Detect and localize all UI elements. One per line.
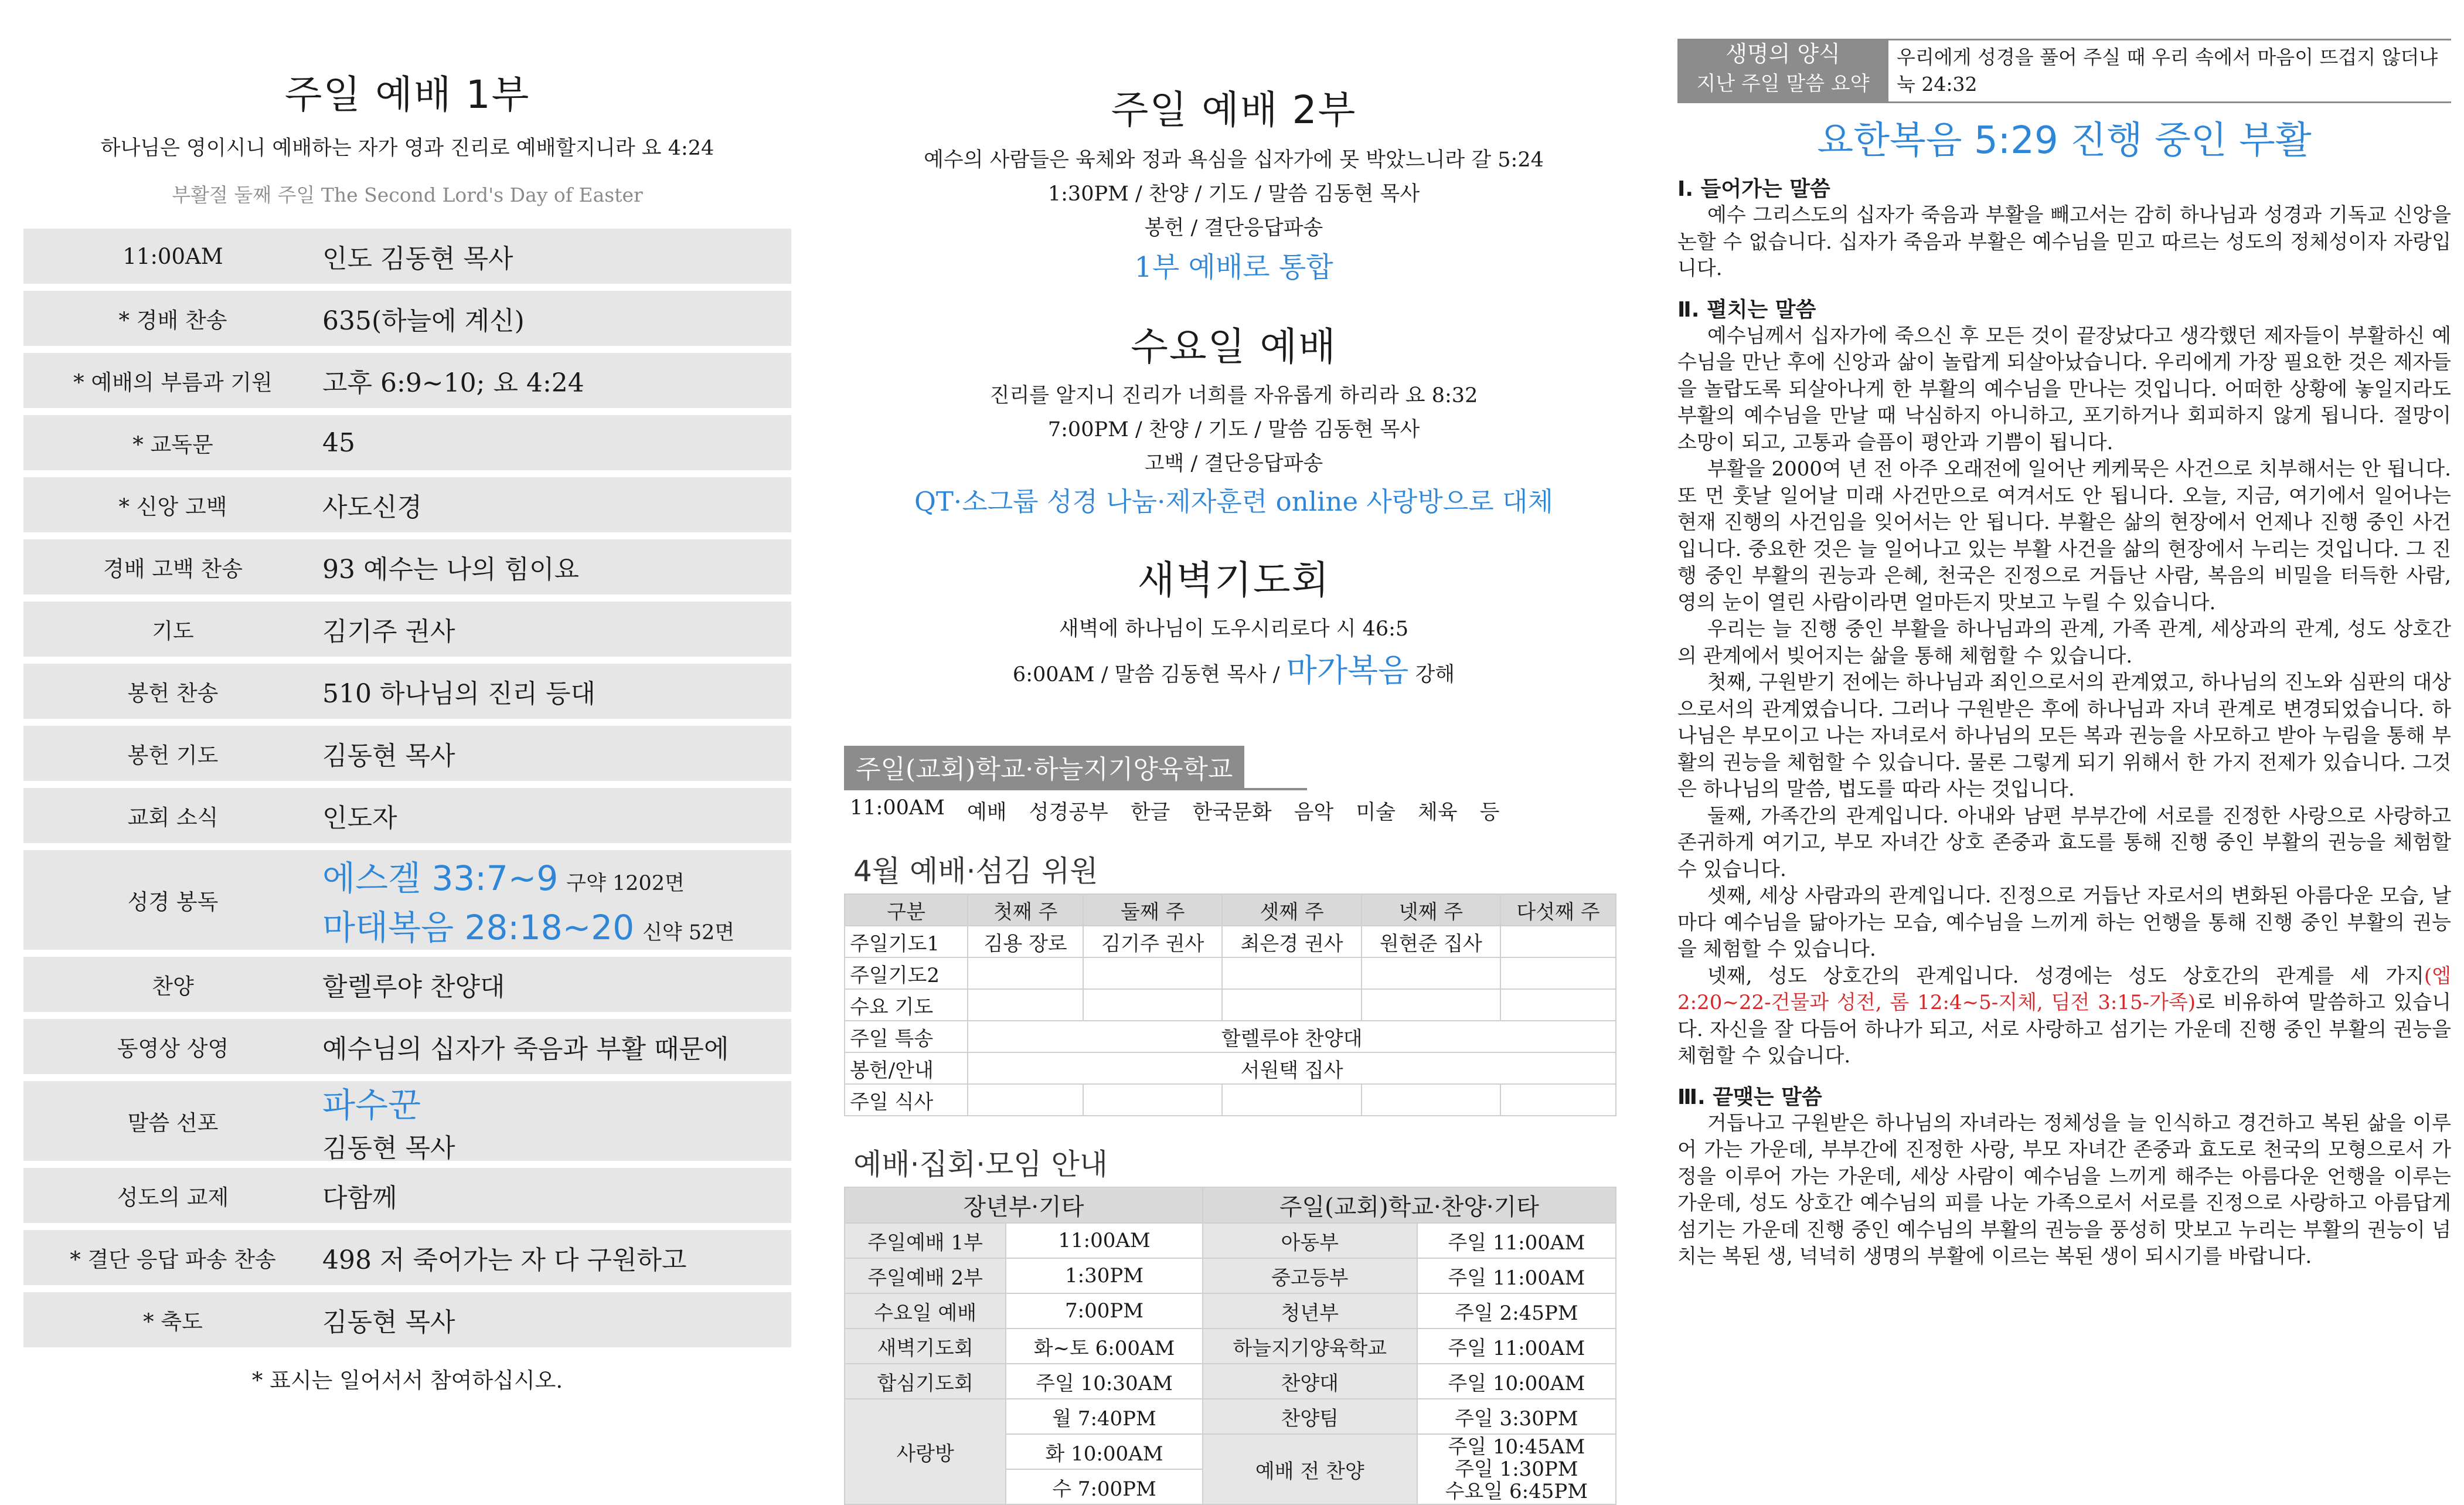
- table-row: 수 7:00PM: [845, 1469, 1616, 1504]
- table-row: 합심기도회 주일 10:30AM 찬양대 주일 10:00AM: [845, 1364, 1616, 1399]
- table-row: 봉헌/안내 서원택 집사: [845, 1052, 1616, 1084]
- wednesday-notice: QT·소그룹 성경 나눔·제자훈련 online 사랑방으로 대체: [914, 486, 1553, 517]
- summary-title: 요한복음 5:29 진행 중인 부활: [1817, 119, 2312, 162]
- service2-notice: 1부 예배로 통합: [1134, 251, 1333, 284]
- order-row: 동영상 상영 예수님의 십자가 죽음과 부활 때문에: [23, 1019, 791, 1074]
- paragraph: 우리는 늘 진행 중인 부활을 하나님과의 관계, 가족 관계, 세상과의 관계, 성도 상호간의 관계에서 빚어지는 삶을 통해 체험할 수 있습니다.: [1677, 617, 2451, 668]
- summary-verse: 우리에게 성경을 풀어 주실 때 우리 속에서 마음이 뜨겁지 않더냐 눅 24:32: [1888, 39, 2451, 103]
- table-row: 주일기도1 김용 장로 김기주 권사 최은경 권사 원현준 집사: [845, 926, 1616, 957]
- reading-ref-2: 마태복음 28:18~20: [322, 908, 635, 947]
- table-row: 주일예배 2부 1:30PM 중고등부 주일 11:00AM: [845, 1258, 1616, 1293]
- paragraph: 예수님께서 십자가에 죽으신 후 모든 것이 끝장났다고 생각했던 제자들이 부활하신 예수님을 만난 후에 신앙과 삶이 놀랍게 되살아났습니다. 우리에게 가장 필요한 것은 제자들을 놀랍도록 되살아나게 한 부활의 예수님을 만나는 것입니다. 어떠한 상황에 놓일지라도 부활의 예수님을 만날 때 낙심하지 아니하고, 포기하거나 회피하지 않게 됩니다. 절망이 소망이 되고, 고통과 슬픔이 평안과 기쁨이 됩니다.: [1677, 324, 2451, 454]
- dawn-title: 새벽기도회: [1137, 558, 1330, 603]
- order-row: 경배 고백 찬송 93 예수는 나의 힘이요: [23, 539, 791, 594]
- service1-verse: 하나님은 영이시니 예배하는 자가 영과 진리로 예배할지니라 요 4:24: [100, 137, 714, 160]
- service2-title: 주일 예배 2부: [1111, 87, 1357, 133]
- sermon-row: 말씀 선포 파수꾼 김동현 목사: [23, 1081, 791, 1161]
- section-heading: Ⅲ. 끝맺는 말씀: [1677, 1085, 1822, 1109]
- summary-header: [1677, 39, 2451, 103]
- order-row: 성도의 교제 다함께: [23, 1168, 791, 1223]
- paragraph: 거듭나고 구원받은 하나님의 자녀라는 정체성을 늘 인식하고 경건하고 복된 삶을 이루어 가는 가운데, 부부간에 진정한 사랑, 부모 자녀간 존중과 효도로 천국의 모형으로서 가정을 이루어 가는 가운데, 세상 사람이 예수님을 느끼게 해주는 아름다운 언행을 이루는 가운데, 성도 상호간 예수님의 피를 나눈 가족으로서 서로를 진정으로 사랑하고 아름답게 섬기는 가운데 진행 중인 예수님의 부활의 권능을 풍성히 맛보고 누리는 부활의 권능이 넘치는 복된 생, 넉넉히 생명의 부활에 이르는 복된 생이 되시기를 바랍니다.: [1677, 1111, 2451, 1268]
- order-row: * 예배의 부름과 기원 고후 6:9~10; 요 4:24: [23, 353, 791, 408]
- table-row: 주일 특송 할렐루야 찬양대: [845, 1021, 1616, 1052]
- order-row: * 결단 응답 파송 찬송 498 저 죽어가는 자 다 구원하고: [23, 1230, 791, 1285]
- dawn-book: 마가복음: [1286, 652, 1409, 689]
- order-of-service-column: [23, 0, 791, 1394]
- order-row: 봉헌 기도 김동현 목사: [23, 726, 791, 781]
- wednesday-title: 수요일 예배: [1131, 324, 1337, 369]
- section-heading: Ⅰ. 들어가는 말씀: [1677, 177, 1830, 201]
- schedule-column: 주일 예배 2부 예수의 사람들은 육체와 정과 욕심을 십자가에 못 박았느니라 갈 5:24 1:30PM / 찬양 / 기도 / 말씀 김동현 목사 봉헌 / 결단응답파송 1부 예배로 통합 수요일 예배 진리를 알지니 진리가 너희를 자유롭게 하리라 요 8:32 7:00PM / 찬양 / 기도 / 말씀 김동현 목사 고백 / 결단응답파송 QT·소그룹 성경 나눔·제자훈련 online 사랑방으로 대체 새벽기도회 새벽에 하나님이 도우시리로다 시 46:5 6:00AM / 말씀 김동현 목사 / 마가복음 강해 주일(교회)학교·하늘지기양육학교 11:00AM 예배 성경공부 한글 한국문화 음악 미술 체육 등 4월 예배·섬김 위원 구분 첫째 주 둘째 주 셋째 주 넷째 주 다섯째 주 주일기도1 김용 장로 김기주 권사 최은경 권사 원현준 집사 주일기도2 수요 기도 주일 특송 할렐루야 찬양대 봉헌/안내 서원택 집사 주일 식사 예배·집회·모임 안내 장년부·기타 주일(교회)학교·찬양·기타 주일예배 1부 11:00AM 아동부 주일 11:00AM 주일예배 2부 1:30PM 중고등부 주일 11:00AM 수요일 예배 7:00PM 청년부 주일 2:45PM 새벽기도회 화~토 6:00AM 하늘지기양육학교 주일 11:00AM 합심기도회 주일 10:30AM 찬양대 주일 10:00AM 사랑방 월 7:40PM 찬양팀 주일 3:30PM 예배 전 찬양 주일 10:45AM 주일 1:30PM 수요일 6:45PM 화 10:00AM 수 7:00PM: [844, 0, 1624, 1505]
- standing-note: * 표시는 일어서서 참여하십시오.: [251, 1368, 563, 1393]
- meetings-table: 장년부·기타 주일(교회)학교·찬양·기타 주일예배 1부 11:00AM 아동부 주일 11:00AM 주일예배 2부 1:30PM 중고등부 주일 11:00AM 수요일 예배 7:00PM 청년부 주일 2:45PM 새벽기도회 화~토 6:00AM 하늘지기양육학교 주일 11:00AM 합심기도회 주일 10:30AM 찬양대 주일 10:00AM 사랑방 월 7:40PM 찬양팀 주일 3:30PM 예배 전 찬양 주일 10:45AM 주일 1:30PM 수요일 6:45PM 화 10:00AM 수 7:00PM: [844, 1187, 1616, 1505]
- order-row: 찬양 할렐루야 찬양대: [23, 957, 791, 1012]
- school-band: 주일(교회)학교·하늘지기양육학교: [844, 746, 1307, 790]
- order-row: * 신앙 고백 사도신경: [23, 477, 791, 532]
- table-row: 주일기도2: [845, 957, 1616, 989]
- order-row: * 축도 김동현 목사: [23, 1292, 791, 1347]
- preacher: 김동현 목사: [322, 1133, 455, 1163]
- school-items: 11:00AM 예배 성경공부 한글 한국문화 음악 미술 체육 등: [850, 796, 1500, 824]
- paragraph: 넷째, 성도 상호간의 관계입니다. 성경에는 성도 상호간의 관계를 세 가지(엡 2:20~22-건물과 성전, 롬 12:4~5-지체, 딤전 3:15-가족)로 비유하여 말씀하고 있습니다. 자신을 잘 다듬어 하나가 되고, 서로 사랑하고 섬기는 가운데 진행 중인 부활의 권능을 체험할 수 있습니다.: [1677, 964, 2451, 1068]
- paragraph: 셋째, 세상 사람과의 관계입니다. 진정으로 거듭난 자로서의 변화된 아름다운 모습, 날마다 예수님을 닮아가는 모습, 예수님을 느끼게 하는 언행을 통해 진행 중인 부활의 권능을 체험할 수 있습니다.: [1677, 884, 2451, 961]
- table-row: 주일 식사: [845, 1084, 1616, 1116]
- section-heading: Ⅱ. 펼치는 말씀: [1677, 297, 1816, 322]
- order-row: 11:00AM 인도 김동현 목사: [23, 229, 791, 284]
- order-row: * 교독문 45: [23, 415, 791, 470]
- paragraph: 예수 그리스도의 십자가 죽음과 부활을 빼고서는 감히 하나님과 성경과 기독교 신앙을 논할 수 없습니다. 십자가 죽음과 부활은 예수님을 믿고 따르는 성도의 정체성이자 자랑입니다.: [1677, 203, 2451, 280]
- table-row: 화 10:00AM: [845, 1434, 1616, 1469]
- order-list: [23, 229, 791, 1347]
- committee-title: 4월 예배·섬김 위원: [853, 854, 1098, 888]
- reading-ref-1: 에스겔 33:7~9: [322, 858, 559, 898]
- summary-label-box: 생명의 양식 지난 주일 말씀 요약: [1677, 39, 1888, 103]
- order-row: 봉헌 찬송 510 하나님의 진리 등대: [23, 664, 791, 719]
- service1-title: 주일 예배 1부: [284, 72, 530, 117]
- table-row: 주일예배 1부 11:00AM 아동부 주일 11:00AM: [845, 1223, 1616, 1258]
- paragraph: 첫째, 구원받기 전에는 하나님과 죄인으로서의 관계였고, 하나님의 진노와 심판의 대상으로서의 관계였습니다. 그러나 구원받은 후에 하나님과 자녀 관계로 변경되었습니다. 하나님은 부모이고 나는 자녀로서 하나님의 모든 복과 권능을 사모하고 받아 누림을 통해 부활의 권능을 체험할 수 있습니다. 물론 그렇게 되기 위해서 한 가지 전제가 있습니다. 그것은 하나님의 말씀, 법도를 따라 사는 것입니다.: [1677, 671, 2451, 801]
- scripture-refs: (엡 2:20~22-건물과 성전, 롬 12:4~5-지체, 딤전 3:15-가족): [1677, 964, 2451, 1014]
- table-row: 사랑방 월 7:40PM 찬양팀 주일 3:30PM: [845, 1399, 1616, 1434]
- table-header: 구분 첫째 주 둘째 주 셋째 주 넷째 주 다섯째 주: [845, 894, 1616, 926]
- sermon-summary-column: [1677, 0, 2451, 1270]
- occasion: 부활절 둘째 주일 The Second Lord's Day of Easter: [172, 184, 643, 206]
- table-row: 수요일 예배 7:00PM 청년부 주일 2:45PM: [845, 1293, 1616, 1329]
- order-row: * 경배 찬송 635(하늘에 계신): [23, 291, 791, 346]
- sermon-title: 파수꾼: [322, 1085, 421, 1125]
- committee-table: [844, 894, 1616, 1116]
- scripture-reading-row: 성경 봉독 에스겔 33:7~9 구약 1202면 마태복음 28:18~20 신약 52면: [23, 850, 791, 950]
- paragraph: 둘째, 가족간의 관계입니다. 아내와 남편 부부간에 서로를 진정한 사랑으로 사랑하고 존귀하게 여기고, 부모 자녀간 상호 존중과 효도를 통해 진행 중인 부활의 권능을 체험할 수 있습니다.: [1677, 804, 2451, 881]
- table-row: 새벽기도회 화~토 6:00AM 하늘지기양육학교 주일 11:00AM: [845, 1329, 1616, 1364]
- table-header: 장년부·기타 주일(교회)학교·찬양·기타: [845, 1187, 1616, 1223]
- order-row: 교회 소식 인도자: [23, 788, 791, 843]
- order-row: 기도 김기주 권사: [23, 602, 791, 657]
- service2-verse: 예수의 사람들은 육체와 정과 욕심을 십자가에 못 박았느니라 갈 5:24: [924, 148, 1544, 172]
- meetings-title: 예배·집회·모임 안내: [853, 1147, 1108, 1181]
- paragraph: 부활을 2000여 년 전 아주 오래전에 일어난 케케묵은 사건으로 치부해서는 안 됩니다. 또 먼 훗날 일어날 미래 사건만으로 여겨서도 안 됩니다. 오늘, 지금, 여기에서 일어나는 현재 진행의 사건임을 잊어서는 안 됩니다. 부활은 삶의 현장에서 언제나 진행 중인 사건입니다. 중요한 것은 늘 일어나고 있는 부활 사건을 삶의 현장에서 누리는 것입니다. 그 진행 중인 부활의 권능과 은혜, 천국은 진정으로 거듭난 사람, 복음의 비밀을 터득한 사람, 영의 눈이 열린 사람이라면 얼마든지 맛보고 누릴 수 있습니다.: [1677, 457, 2451, 614]
- table-row: 수요 기도: [845, 989, 1616, 1021]
